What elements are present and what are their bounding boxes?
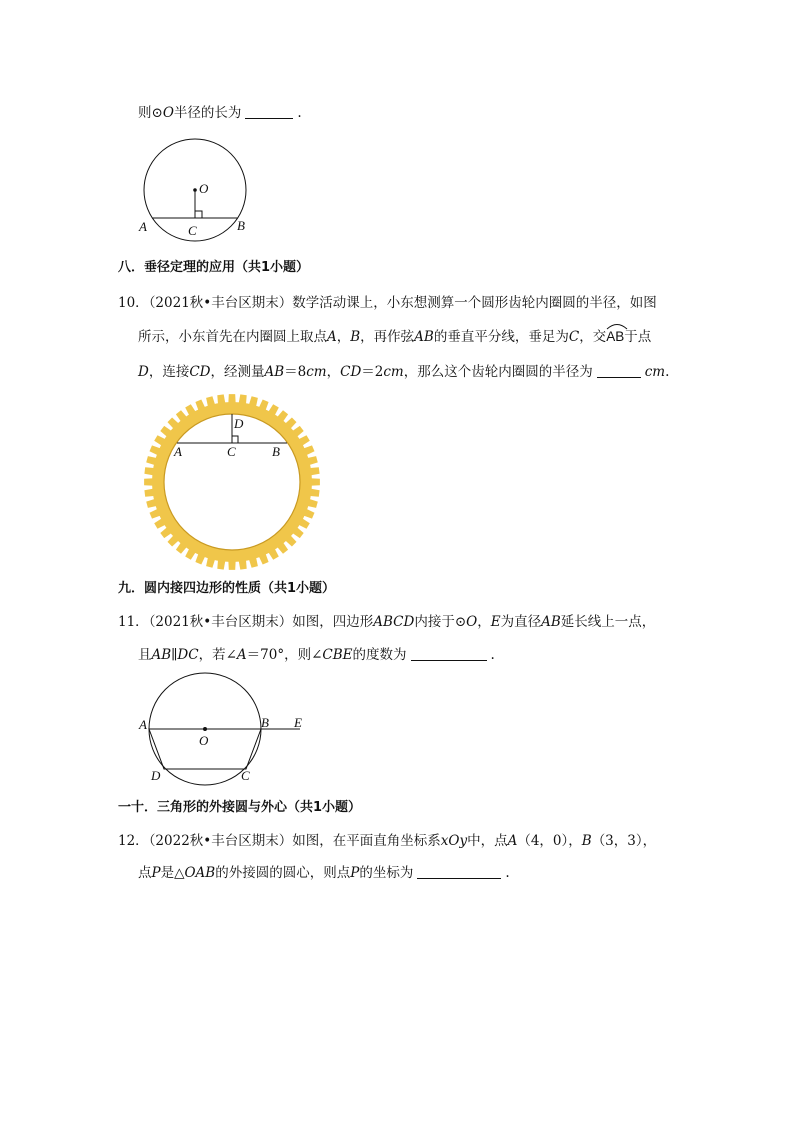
text: （3，3）， bbox=[591, 833, 657, 849]
label-c: C bbox=[227, 444, 236, 459]
text: 数学活动课上，小东想测算一个圆形齿轮内圈圆的半径，如图 bbox=[292, 295, 657, 311]
answer-blank[interactable] bbox=[245, 104, 293, 119]
var-o: O bbox=[162, 105, 174, 121]
var: P bbox=[350, 865, 360, 881]
center-point bbox=[193, 188, 197, 192]
text: 半径的长为 bbox=[173, 105, 242, 121]
figure-gear bbox=[142, 392, 322, 572]
text: 的垂直平分线，垂足为 bbox=[433, 329, 569, 345]
label-c: C bbox=[188, 223, 197, 238]
var: AB bbox=[541, 614, 561, 630]
label-a: A bbox=[139, 219, 147, 234]
question-10-line3 bbox=[138, 363, 669, 381]
text: ， bbox=[336, 329, 351, 345]
text: . bbox=[505, 865, 510, 881]
question-9-tail bbox=[138, 104, 302, 122]
var: CD bbox=[189, 364, 211, 380]
question-source: （2022秋•丰台区期末） bbox=[148, 833, 293, 849]
arc-ab bbox=[606, 328, 624, 346]
var: O bbox=[466, 614, 478, 630]
text: ， bbox=[477, 614, 491, 630]
var: AB bbox=[264, 364, 285, 380]
var: P bbox=[151, 865, 161, 881]
label-e: E bbox=[294, 715, 302, 730]
var: CD bbox=[340, 364, 362, 380]
question-10-line2 bbox=[138, 328, 651, 346]
question-source: （2021秋•丰台区期末） bbox=[148, 614, 293, 630]
text: 的外接圆的圆心，则点 bbox=[215, 865, 351, 881]
unit: cm bbox=[306, 364, 327, 380]
label-d: D bbox=[234, 416, 244, 431]
text: 是△ bbox=[160, 865, 185, 881]
unit: cm bbox=[644, 364, 666, 380]
answer-blank[interactable] bbox=[417, 864, 501, 879]
center-point bbox=[203, 727, 207, 731]
text: . bbox=[490, 647, 495, 663]
label-b: B bbox=[237, 218, 245, 233]
var: E bbox=[490, 614, 501, 630]
text: ，连接 bbox=[148, 364, 190, 380]
text: 为直径 bbox=[500, 614, 542, 630]
question-source: （2021秋•丰台区期末） bbox=[148, 295, 293, 311]
var: A bbox=[507, 833, 518, 849]
text: ，那么这个齿轮内圈圆的半径为 bbox=[403, 364, 593, 380]
answer-blank[interactable] bbox=[411, 646, 487, 661]
question-12-line1 bbox=[118, 832, 656, 850]
text: ＝8 bbox=[284, 364, 307, 380]
var: A bbox=[236, 647, 247, 663]
var: B bbox=[581, 833, 592, 849]
question-number: 12． bbox=[118, 833, 149, 849]
text: . bbox=[665, 364, 670, 380]
answer-blank[interactable] bbox=[597, 363, 641, 378]
var: CBE bbox=[322, 647, 353, 663]
text: 所示，小东首先在内圈圆上取点 bbox=[138, 329, 327, 345]
question-number: 11． bbox=[118, 614, 149, 630]
var: xOy bbox=[440, 833, 468, 849]
question-11-line1 bbox=[118, 613, 655, 631]
text: ，再作弦 bbox=[360, 329, 415, 345]
section-heading: 一十．三角形的外接圆与外心（共1小题） bbox=[118, 800, 362, 815]
text: 内接于⊙ bbox=[414, 614, 467, 630]
var: OAB bbox=[184, 865, 216, 881]
text: ， bbox=[326, 364, 341, 380]
question-number: 10． bbox=[118, 295, 149, 311]
var: C bbox=[568, 329, 580, 345]
text: ，若∠ bbox=[198, 647, 237, 663]
unit: cm bbox=[383, 364, 404, 380]
figure-inscribed-quadrilateral bbox=[134, 670, 314, 788]
question-12-line2 bbox=[138, 864, 510, 882]
label-a: A bbox=[139, 717, 147, 732]
text: 且 bbox=[138, 647, 152, 663]
label-o: O bbox=[199, 181, 209, 196]
text: 点 bbox=[138, 865, 152, 881]
text: 如图，四边形 bbox=[292, 614, 374, 630]
text: 于点 bbox=[624, 329, 652, 345]
var: DC bbox=[177, 647, 199, 663]
text: 如图，在平面直角坐标系 bbox=[292, 833, 441, 849]
var: AB bbox=[606, 329, 625, 344]
text: 的度数为 bbox=[352, 647, 407, 663]
var: ABCD bbox=[373, 614, 415, 630]
var: AB bbox=[151, 647, 172, 663]
section-heading: 九．圆内接四边形的性质（共1小题） bbox=[118, 581, 336, 596]
text: 的坐标为 bbox=[359, 865, 414, 881]
text: （4，0）， bbox=[517, 833, 582, 849]
label-d: D bbox=[151, 768, 161, 783]
figure-circle-chord bbox=[130, 138, 260, 248]
text: ∥ bbox=[171, 647, 178, 663]
text: ＝70°，则∠ bbox=[246, 647, 323, 663]
text: 中，点 bbox=[467, 833, 508, 849]
label-b: B bbox=[272, 444, 280, 459]
label-a: A bbox=[174, 444, 182, 459]
var: AB bbox=[414, 329, 434, 345]
label-c: C bbox=[241, 768, 250, 783]
arc-icon bbox=[606, 322, 628, 330]
section-heading: 八．垂径定理的应用（共1小题） bbox=[118, 260, 310, 275]
text: 则⊙ bbox=[138, 105, 163, 121]
text: . bbox=[297, 105, 302, 121]
question-11-line2 bbox=[138, 646, 495, 664]
text: ，经测量 bbox=[210, 364, 265, 380]
text: 延长线上一点， bbox=[560, 614, 656, 630]
question-10-line1 bbox=[118, 294, 657, 312]
label-b: B bbox=[261, 715, 269, 730]
var: B bbox=[350, 329, 361, 345]
var: A bbox=[327, 329, 337, 345]
text: ＝2 bbox=[361, 364, 384, 380]
right-angle-mark bbox=[195, 211, 202, 218]
text: ，交 bbox=[579, 329, 607, 345]
var: D bbox=[138, 364, 149, 380]
label-o: O bbox=[199, 733, 209, 748]
